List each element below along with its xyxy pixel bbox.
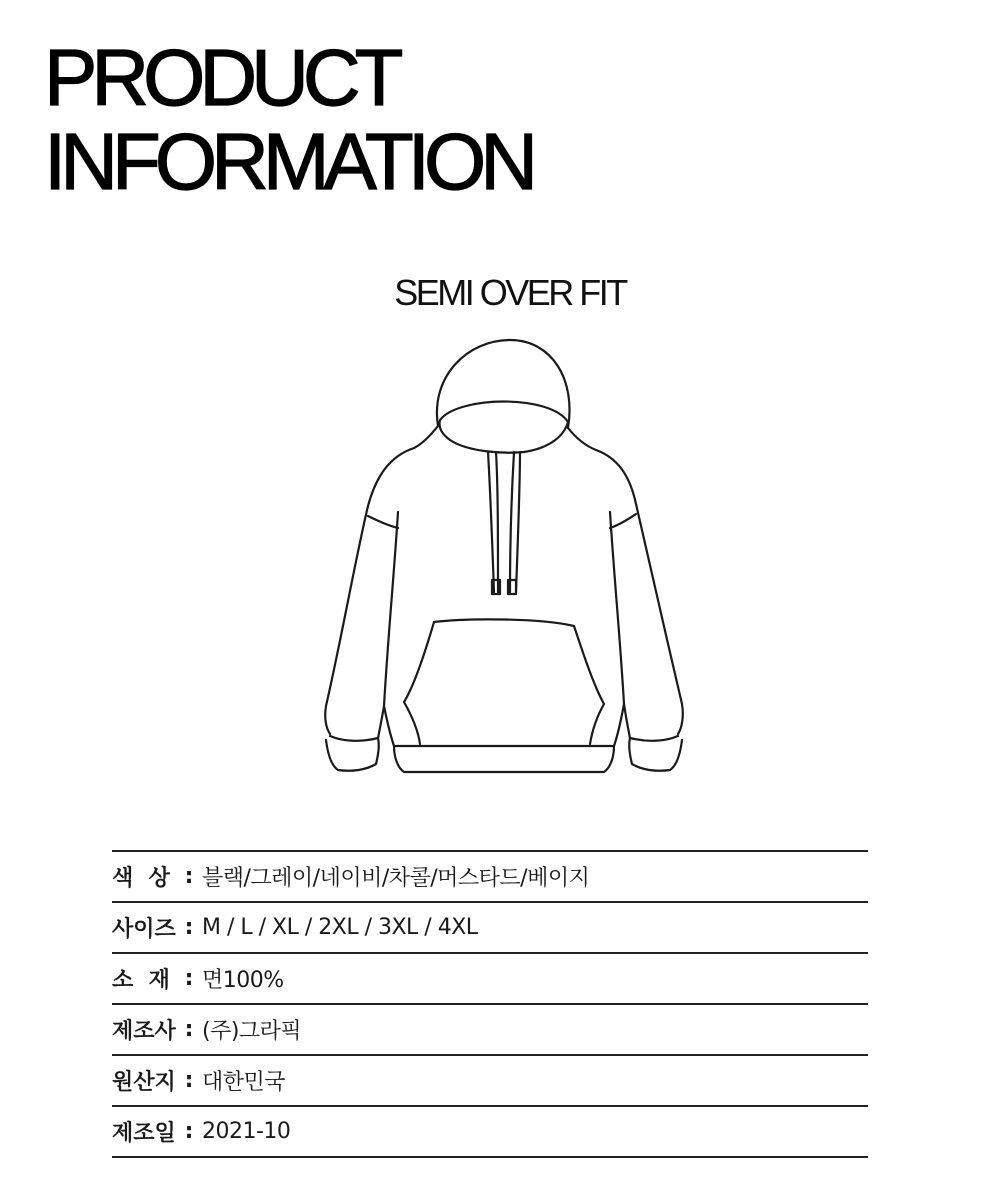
spec-value: 2021-10 — [202, 1119, 291, 1144]
spec-row-manufacture-date — [112, 1107, 868, 1158]
spec-label: 제조사 — [112, 1019, 176, 1044]
spec-colon: : — [184, 864, 194, 889]
spec-row-material — [112, 954, 868, 1005]
spec-colon: : — [184, 1068, 194, 1093]
spec-row-origin — [112, 1056, 868, 1107]
title-line-product: PRODUCT — [44, 33, 398, 122]
spec-colon: : — [184, 1017, 194, 1042]
spec-label: 원산지 — [112, 1070, 176, 1095]
spec-label: 색 상 — [112, 866, 170, 891]
spec-value: 면100% — [202, 968, 284, 993]
spec-value: 블랙/그레이/네이비/차콜/머스타드/베이지 — [202, 866, 590, 891]
title-line-information: INFORMATION — [44, 117, 533, 206]
spec-value: (주)그라픽 — [202, 1019, 302, 1044]
spec-label: 제조일 — [112, 1121, 176, 1146]
hoodie-icon — [318, 336, 690, 778]
spec-value: M / L / XL / 2XL / 3XL / 4XL — [202, 915, 478, 940]
spec-colon: : — [184, 1119, 194, 1144]
fit-label: SEMI OVER FIT — [394, 272, 626, 313]
spec-label: 사이즈 — [112, 917, 176, 942]
page-title — [44, 33, 533, 206]
spec-colon: : — [184, 966, 194, 991]
spec-table — [112, 850, 868, 1158]
spec-row-manufacturer — [112, 1005, 868, 1056]
hoodie-illustration — [318, 336, 690, 778]
spec-label: 소 재 — [112, 968, 170, 993]
spec-value: 대한민국 — [202, 1070, 286, 1095]
spec-row-color — [112, 852, 868, 903]
spec-colon: : — [184, 915, 194, 940]
spec-row-size — [112, 903, 868, 954]
